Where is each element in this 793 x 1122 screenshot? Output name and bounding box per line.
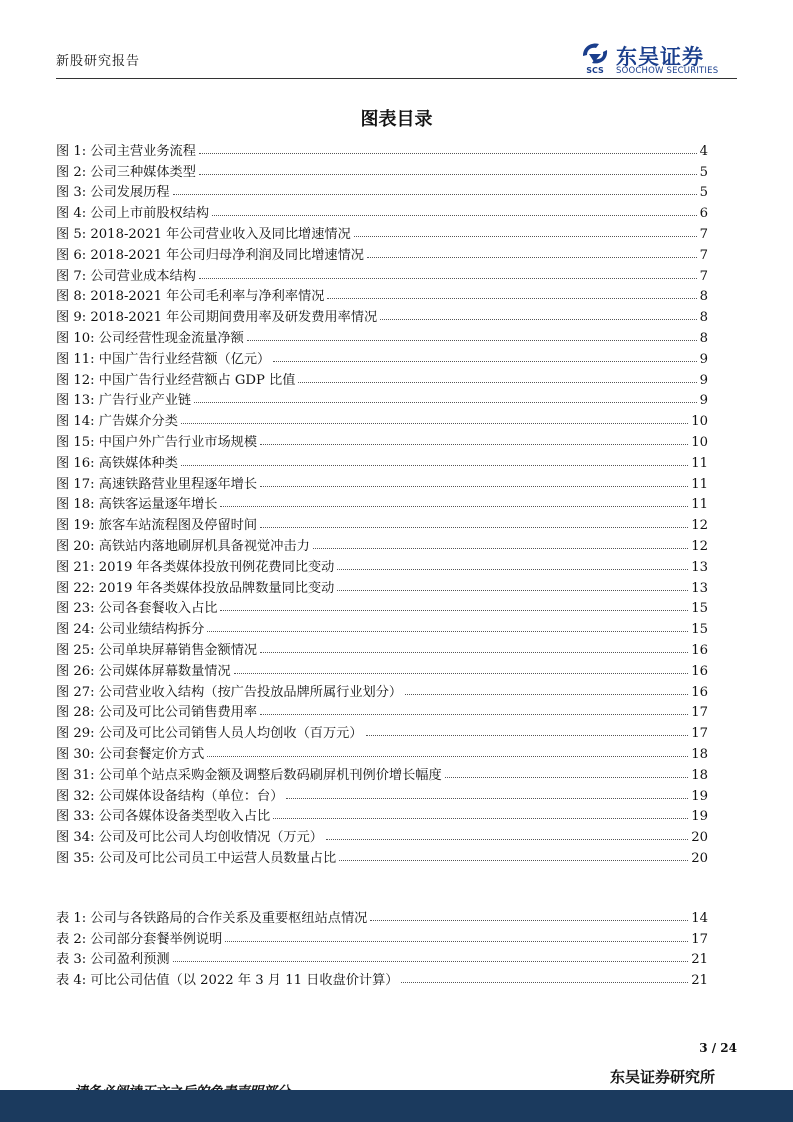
dot-leader — [327, 298, 696, 299]
toc-entry-page: 8 — [699, 289, 708, 305]
toc-entry-label: 图 7: 公司营业成本结构 — [56, 268, 196, 284]
toc-entry[interactable] — [56, 720, 708, 741]
figure-list — [56, 138, 708, 866]
report-type-label: 新股研究报告 — [56, 54, 141, 69]
toc-entry[interactable] — [56, 947, 708, 968]
table-list — [56, 905, 708, 988]
dot-leader — [405, 694, 688, 695]
toc-entry-page: 9 — [699, 372, 708, 388]
toc-entry-label: 图 21: 2019 年各类媒体投放刊例花费同比变动 — [56, 559, 335, 575]
toc-entry-page: 9 — [699, 351, 708, 367]
toc-entry-label: 表 4: 可比公司估值（以 2022 年 3 月 11 日收盘价计算） — [56, 973, 399, 989]
toc-entry-page: 5 — [699, 185, 708, 201]
toc-entry[interactable] — [56, 346, 708, 367]
toc-entry-label: 图 2: 公司三种媒体类型 — [56, 164, 196, 180]
toc-entry-page: 16 — [691, 663, 708, 679]
toc-entry[interactable] — [56, 845, 708, 866]
toc-entry[interactable] — [56, 616, 708, 637]
toc-entry[interactable] — [56, 180, 708, 201]
toc-entry-label: 图 17: 高速铁路营业里程逐年增长 — [56, 476, 258, 492]
dot-leader — [367, 257, 697, 258]
toc-entry-page: 7 — [699, 226, 708, 242]
toc-entry-page: 18 — [691, 767, 708, 783]
toc-entry-page: 13 — [691, 559, 708, 575]
toc-entry-page: 16 — [691, 684, 708, 700]
dot-leader — [337, 569, 688, 570]
toc-entry[interactable] — [56, 284, 708, 305]
toc-entry-page: 17 — [691, 931, 708, 947]
toc-entry[interactable] — [56, 596, 708, 617]
toc-entry[interactable] — [56, 221, 708, 242]
dot-leader — [313, 548, 688, 549]
toc-entry-page: 13 — [691, 580, 708, 596]
toc-entry[interactable] — [56, 263, 708, 284]
dot-leader — [380, 319, 696, 320]
toc-entry[interactable] — [56, 200, 708, 221]
page-title: 图表目录 — [360, 109, 433, 130]
dot-leader — [220, 506, 688, 507]
dot-leader — [234, 673, 689, 674]
toc-entry-page: 17 — [691, 705, 708, 721]
toc-entry[interactable] — [56, 367, 708, 388]
toc-entry[interactable] — [56, 679, 708, 700]
footer-organization: 东吴证券研究所 — [609, 1068, 715, 1086]
toc-entry-label: 图 25: 公司单块屏幕销售金额情况 — [56, 642, 258, 658]
toc-entry-label: 图 29: 公司及可比公司销售人员人均创收（百万元） — [56, 726, 363, 742]
toc-entry-label: 图 33: 公司各媒体设备类型收入占比 — [56, 809, 271, 825]
toc-entry-page: 15 — [691, 622, 708, 638]
toc-entry-page: 18 — [691, 746, 708, 762]
toc-entry[interactable] — [56, 967, 708, 988]
toc-entry-page: 5 — [699, 164, 708, 180]
toc-entry-page: 20 — [691, 830, 708, 846]
dot-leader — [260, 486, 688, 487]
dot-leader — [181, 423, 688, 424]
toc-entry-page: 14 — [691, 910, 708, 926]
page-number: 3 / 24 — [699, 1041, 737, 1055]
dot-leader — [207, 756, 688, 757]
toc-entry-label: 图 26: 公司媒体屏幕数量情况 — [56, 663, 231, 679]
toc-entry-page: 11 — [691, 455, 708, 471]
toc-entry-page: 7 — [699, 247, 708, 263]
toc-entry-page: 12 — [691, 518, 708, 534]
toc-entry[interactable] — [56, 138, 708, 159]
toc-entry[interactable] — [56, 325, 708, 346]
dot-leader — [286, 798, 688, 799]
toc-entry[interactable] — [56, 159, 708, 180]
dot-leader — [199, 278, 697, 279]
toc-entry-label: 表 3: 公司盈利预测 — [56, 952, 170, 968]
toc-entry[interactable] — [56, 429, 708, 450]
toc-entry[interactable] — [56, 533, 708, 554]
toc-entry-label: 图 15: 中国户外广告行业市场规模 — [56, 434, 258, 450]
toc-entry-label: 图 1: 公司主营业务流程 — [56, 143, 196, 159]
toc-entry[interactable] — [56, 492, 708, 513]
toc-entry-label: 图 22: 2019 年各类媒体投放品牌数量同比变动 — [56, 580, 335, 596]
toc-entry-page: 12 — [691, 538, 708, 554]
toc-entry-label: 图 9: 2018-2021 年公司期间费用率及研发费用率情况 — [56, 310, 378, 326]
dot-leader — [354, 236, 697, 237]
toc-entry-page: 11 — [691, 497, 708, 513]
toc-entry[interactable] — [56, 575, 708, 596]
toc-entry-page: 20 — [691, 850, 708, 866]
toc-entry-page: 4 — [699, 143, 708, 159]
toc-entry-page: 19 — [691, 788, 708, 804]
dot-leader — [370, 920, 688, 921]
dot-leader — [401, 982, 688, 983]
dot-leader — [212, 215, 697, 216]
toc-entry-page: 21 — [691, 973, 708, 989]
toc-entry-page: 8 — [699, 310, 708, 326]
dot-leader — [260, 527, 688, 528]
toc-entry[interactable] — [56, 637, 708, 658]
toc-entry-label: 图 24: 公司业绩结构拆分 — [56, 622, 205, 638]
toc-entry-label: 图 8: 2018-2021 年公司毛利率与净利率情况 — [56, 289, 325, 305]
toc-entry[interactable] — [56, 762, 708, 783]
dot-leader — [194, 402, 697, 403]
dot-leader — [225, 941, 688, 942]
dot-leader — [298, 382, 696, 383]
toc-entry-page: 10 — [691, 414, 708, 430]
logo-chinese-name: 东吴证券 — [616, 45, 704, 69]
toc-entry-label: 图 14: 广告媒介分类 — [56, 414, 178, 430]
toc-entry-label: 图 27: 公司营业收入结构（按广告投放品牌所属行业划分） — [56, 684, 403, 700]
toc-entry-page: 10 — [691, 434, 708, 450]
toc-entry-label: 图 35: 公司及可比公司员工中运营人员数量占比 — [56, 850, 337, 866]
dot-leader — [207, 631, 688, 632]
toc-entry-label: 图 16: 高铁媒体种类 — [56, 455, 178, 471]
toc-entry-label: 表 2: 公司部分套餐举例说明 — [56, 931, 223, 947]
toc-entry-label: 图 19: 旅客车站流程图及停留时间 — [56, 518, 258, 534]
toc-entry-label: 图 10: 公司经营性现金流量净额 — [56, 330, 244, 346]
toc-entry-label: 图 34: 公司及可比公司人均创收情况（万元） — [56, 830, 323, 846]
toc-entry[interactable] — [56, 450, 708, 471]
toc-entry-label: 图 28: 公司及可比公司销售费用率 — [56, 705, 258, 721]
toc-entry-label: 图 23: 公司各套餐收入占比 — [56, 601, 218, 617]
dot-leader — [173, 194, 697, 195]
toc-entry-page: 11 — [691, 476, 708, 492]
toc-entry[interactable] — [56, 741, 708, 762]
dot-leader — [326, 839, 688, 840]
dot-leader — [260, 714, 688, 715]
toc-entry-label: 图 20: 高铁站内落地刷屏机具备视觉冲击力 — [56, 538, 310, 554]
toc-entry-page: 6 — [699, 206, 708, 222]
toc-entry[interactable] — [56, 471, 708, 492]
toc-entry-label: 图 18: 高铁客运量逐年增长 — [56, 497, 218, 513]
dot-leader — [173, 961, 689, 962]
toc-entry-label: 图 11: 中国广告行业经营额（亿元） — [56, 351, 271, 367]
brand-logo — [578, 40, 748, 80]
dot-leader — [339, 860, 688, 861]
logo-mark-text: SCS — [586, 66, 604, 75]
header-divider — [56, 78, 737, 79]
toc-entry[interactable] — [56, 242, 708, 263]
toc-entry-page: 15 — [691, 601, 708, 617]
toc-entry[interactable] — [56, 512, 708, 533]
dot-leader — [220, 610, 688, 611]
toc-entry-label: 表 1: 公司与各铁路局的合作关系及重要枢纽站点情况 — [56, 910, 368, 926]
toc-entry-label: 图 4: 公司上市前股权结构 — [56, 206, 210, 222]
dot-leader — [260, 444, 688, 445]
toc-entry-page: 8 — [699, 330, 708, 346]
dot-leader — [273, 361, 696, 362]
toc-entry[interactable] — [56, 926, 708, 947]
toc-entry[interactable] — [56, 388, 708, 409]
toc-entry-label: 图 31: 公司单个站点采购金额及调整后数码刷屏机刊例价增长幅度 — [56, 767, 442, 783]
dot-leader — [199, 174, 697, 175]
toc-entry-page: 21 — [691, 952, 708, 968]
dot-leader — [199, 153, 697, 154]
dot-leader — [181, 465, 688, 466]
toc-entry[interactable] — [56, 304, 708, 325]
toc-entry-label: 图 6: 2018-2021 年公司归母净利润及同比增速情况 — [56, 247, 364, 263]
toc-entry-page: 9 — [699, 393, 708, 409]
soochow-logo-icon — [578, 40, 612, 76]
toc-entry-page: 17 — [691, 726, 708, 742]
footer-bar — [0, 1090, 793, 1122]
toc-entry-label: 图 32: 公司媒体设备结构（单位：台） — [56, 788, 284, 804]
logo-english-name: SOOCHOW SECURITIES — [616, 66, 719, 76]
toc-entry[interactable] — [56, 554, 708, 575]
toc-entry-label: 图 5: 2018-2021 年公司营业收入及同比增速情况 — [56, 226, 351, 242]
toc-entry[interactable] — [56, 408, 708, 429]
dot-leader — [337, 590, 688, 591]
toc-entry-label: 图 12: 中国广告行业经营额占 GDP 比值 — [56, 372, 296, 388]
dot-leader — [260, 652, 688, 653]
toc-entry-label: 图 30: 公司套餐定价方式 — [56, 746, 205, 762]
toc-entry-page: 19 — [691, 809, 708, 825]
toc-entry-label: 图 3: 公司发展历程 — [56, 185, 170, 201]
toc-entry[interactable] — [56, 905, 708, 926]
dot-leader — [247, 340, 697, 341]
toc-entry[interactable] — [56, 804, 708, 825]
toc-entry-page: 16 — [691, 642, 708, 658]
toc-entry-label: 图 13: 广告行业产业链 — [56, 393, 192, 409]
dot-leader — [273, 818, 688, 819]
dot-leader — [445, 777, 689, 778]
toc-entry-page: 7 — [699, 268, 708, 284]
dot-leader — [366, 735, 689, 736]
toc-entry[interactable] — [56, 700, 708, 721]
toc-entry[interactable] — [56, 824, 708, 845]
toc-entry[interactable] — [56, 783, 708, 804]
toc-entry[interactable] — [56, 658, 708, 679]
